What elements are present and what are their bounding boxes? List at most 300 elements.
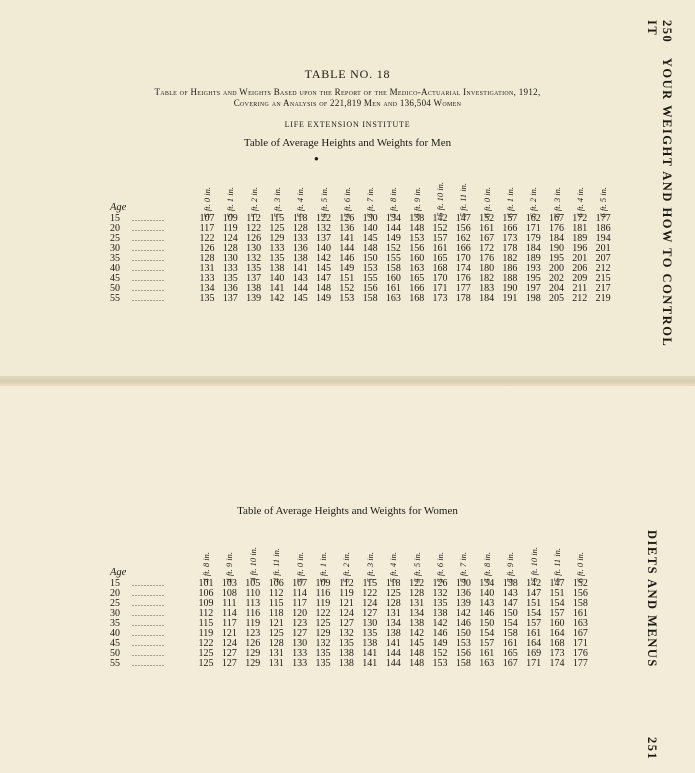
weight-cell: 128	[292, 223, 308, 234]
weight-cell: 128	[199, 253, 215, 264]
weight-cell: 122	[316, 213, 331, 224]
height-header-label: 5 ft. 8 in.	[481, 551, 492, 582]
weight-cell: 128	[409, 588, 425, 599]
weight-cell: 153	[432, 658, 448, 669]
weight-cell: 184	[525, 243, 541, 254]
weight-cell: 150	[502, 608, 518, 619]
weight-cell: 133	[199, 273, 215, 284]
weight-cell: 129	[245, 658, 261, 669]
weight-cell: 133	[222, 263, 238, 274]
weight-cell: 153	[455, 638, 471, 649]
weight-cell: 156	[572, 588, 588, 599]
age-cell: 50	[110, 283, 120, 294]
height-header-label: 5 ft. 3 in.	[364, 551, 375, 582]
height-header	[550, 162, 564, 217]
weight-cell: 149	[339, 263, 355, 274]
weight-cell: 134	[385, 618, 401, 629]
weight-cell: 165	[432, 253, 448, 264]
weight-cell: 146	[479, 608, 495, 619]
leader-dots: ...........	[132, 599, 165, 608]
weight-cell: 155	[385, 253, 401, 264]
height-header-label: 5 ft. 4 in.	[295, 186, 306, 217]
weight-cell: 136	[339, 223, 355, 234]
weight-cell: 129	[315, 628, 331, 639]
weight-cell: 195	[549, 253, 564, 264]
height-header-label: 6 ft. 1 in.	[504, 186, 515, 217]
weight-cell: 157	[549, 608, 565, 619]
age-cell: 25	[110, 233, 120, 244]
weight-cell: 117	[199, 223, 215, 234]
weight-cell: 171	[525, 223, 541, 234]
leader-dots: ...........	[132, 234, 165, 243]
weight-cell: 142	[455, 608, 471, 619]
height-header	[573, 527, 587, 582]
weight-cell: 135	[199, 293, 215, 304]
height-header	[456, 162, 470, 217]
weight-cell: 201	[595, 243, 611, 254]
weight-cell: 138	[338, 648, 354, 659]
weight-cell: 184	[479, 293, 495, 304]
weight-cell: 140	[269, 273, 285, 284]
weight-cell: 168	[549, 638, 565, 649]
height-header-label: 5 ft. 7 in.	[365, 186, 376, 217]
weight-cell: 204	[549, 283, 564, 294]
weight-cell: 124	[362, 598, 378, 609]
weight-cell: 112	[268, 588, 284, 599]
height-header	[199, 527, 213, 582]
weight-cell: 141	[339, 233, 355, 244]
table-caption	[0, 87, 695, 109]
weight-cell: 124	[222, 233, 238, 244]
weight-cell: 164	[526, 638, 542, 649]
weight-cell: 127	[338, 618, 354, 629]
weight-cell: 119	[198, 628, 214, 639]
weight-cell: 138	[292, 253, 308, 264]
weight-cell: 161	[526, 628, 542, 639]
height-header-label: 5 ft. 4 in.	[388, 551, 399, 582]
weight-cell: 169	[526, 648, 542, 659]
weight-cell: 212	[572, 293, 588, 304]
leader-dots: ...........	[132, 264, 165, 273]
weight-cell: 138	[385, 628, 401, 639]
weight-cell: 150	[479, 618, 495, 629]
weight-cell: 115	[198, 618, 214, 629]
weight-cell: 167	[572, 628, 588, 639]
height-header-label: 6 ft. 5 in.	[598, 186, 609, 217]
height-header-label: 5 ft. 8 in.	[388, 186, 399, 217]
weight-cell: 122	[246, 223, 262, 234]
weight-cell: 182	[502, 253, 518, 264]
weight-cell: 145	[409, 638, 425, 649]
height-header	[386, 162, 400, 217]
weight-cell: 112	[339, 578, 354, 589]
height-header-label: 5 ft. 6 in.	[341, 186, 352, 217]
weight-cell: 209	[572, 273, 588, 284]
weight-cell: 148	[409, 223, 425, 234]
weight-cell: 158	[502, 628, 518, 639]
weight-cell: 174	[455, 263, 471, 274]
weight-cell: 108	[221, 588, 237, 599]
weight-cell: 144	[385, 658, 401, 669]
age-column-label: Age	[110, 567, 127, 578]
weight-cell: 161	[479, 648, 495, 659]
weight-cell: 158	[572, 598, 588, 609]
weight-cell: 176	[549, 223, 564, 234]
height-header-label: 6 ft. 4 in.	[574, 186, 585, 217]
weight-cell: 118	[268, 608, 284, 619]
weight-cell: 127	[292, 628, 308, 639]
weight-cell: 157	[479, 638, 495, 649]
weight-cell: 156	[455, 648, 471, 659]
table-row	[110, 294, 640, 304]
weight-cell: 148	[409, 648, 425, 659]
weight-cell: 190	[502, 283, 518, 294]
weight-cell: 154	[479, 628, 495, 639]
weight-cell: 189	[572, 233, 588, 244]
weight-cell: 119	[339, 588, 354, 599]
age-cell: 15	[110, 213, 120, 224]
height-header-label: 5 ft. 7 in.	[458, 551, 469, 582]
height-header-label: 4 ft. 9 in.	[224, 551, 235, 582]
weight-cell: 135	[222, 273, 238, 284]
weight-cell: 117	[292, 598, 307, 609]
weight-cell: 126	[339, 213, 355, 224]
height-header	[480, 527, 494, 582]
weight-cell: 144	[339, 243, 355, 254]
height-header-label: 5 ft. 5 in.	[318, 186, 329, 217]
weight-cell: 188	[502, 273, 518, 284]
weight-cell: 138	[338, 658, 354, 669]
weight-cell: 122	[315, 608, 331, 619]
weight-cell: 178	[455, 293, 471, 304]
height-header	[527, 527, 541, 582]
weight-cell: 143	[292, 273, 308, 284]
weight-cell: 106	[268, 578, 284, 589]
weight-cell: 126	[246, 233, 262, 244]
weight-cell: 174	[549, 658, 565, 669]
weight-cell: 162	[525, 213, 541, 224]
table-number: TABLE NO. 18	[304, 67, 391, 81]
weight-cell: 200	[549, 263, 564, 274]
weight-cell: 140	[479, 588, 495, 599]
weight-cell: 126	[432, 578, 448, 589]
women-table-title: Table of Average Heights and Weights for Women	[237, 505, 458, 517]
leader-dots: ...........	[132, 659, 165, 668]
weight-cell: 132	[315, 638, 331, 649]
weight-cell: 166	[455, 243, 471, 254]
weight-cell: 182	[479, 273, 495, 284]
weight-cell: 161	[385, 283, 401, 294]
weight-cell: 131	[385, 608, 401, 619]
weight-cell: 133	[292, 233, 308, 244]
height-header	[339, 527, 353, 582]
weight-cell: 162	[455, 233, 471, 244]
weight-cell: 166	[502, 223, 518, 234]
age-cell: 30	[110, 243, 120, 254]
weight-cell: 167	[549, 213, 564, 224]
weight-cell: 142	[316, 253, 331, 264]
age-cell: 40	[110, 628, 120, 639]
weight-cell: 131	[199, 263, 215, 274]
weight-cell: 126	[245, 638, 261, 649]
weight-cell: 125	[198, 658, 214, 669]
weight-cell: 205	[549, 293, 564, 304]
age-cell: 50	[110, 648, 120, 659]
weight-cell: 152	[339, 283, 355, 294]
weight-cell: 163	[572, 618, 588, 629]
weight-cell: 170	[455, 253, 471, 264]
weight-cell: 129	[245, 648, 261, 659]
weight-cell: 177	[572, 658, 588, 669]
weight-cell: 145	[292, 293, 308, 304]
weight-cell: 156	[409, 243, 425, 254]
running-head-title-bottom: DIETS AND MENUS	[645, 530, 659, 668]
height-header	[222, 527, 236, 582]
weight-cell: 186	[595, 223, 611, 234]
height-header-label: 4 ft. 10 in.	[247, 547, 258, 582]
weight-cell: 144	[292, 283, 308, 294]
weight-cell: 156	[455, 223, 471, 234]
leader-dots: ...........	[132, 639, 165, 648]
weight-cell: 151	[339, 273, 355, 284]
weight-cell: 135	[315, 648, 331, 659]
height-header-label: 6 ft. 0 in.	[575, 551, 586, 582]
age-cell: 35	[110, 253, 120, 264]
weight-cell: 142	[526, 578, 542, 589]
weight-cell: 149	[432, 638, 448, 649]
height-header	[340, 162, 354, 217]
weight-cell: 125	[198, 648, 214, 659]
weight-cell: 132	[246, 253, 262, 264]
weight-cell: 179	[525, 233, 541, 244]
weight-cell: 202	[549, 273, 564, 284]
leader-dots: ...........	[132, 629, 165, 638]
weight-cell: 109	[198, 598, 214, 609]
age-cell: 45	[110, 638, 120, 649]
height-header-label: 5 ft. 6 in.	[435, 551, 445, 582]
height-header-label: 6 ft. 2 in.	[528, 186, 539, 217]
weight-cell: 135	[338, 638, 354, 649]
weight-cell: 130	[292, 638, 308, 649]
weight-cell: 112	[246, 213, 261, 224]
weight-cell: 171	[572, 638, 588, 649]
weight-cell: 122	[199, 233, 215, 244]
weight-cell: 152	[572, 578, 588, 589]
weight-cell: 115	[268, 598, 284, 609]
weight-cell: 145	[316, 263, 331, 274]
weight-cell: 190	[549, 243, 564, 254]
height-header	[317, 162, 331, 217]
weight-cell: 135	[269, 253, 285, 264]
height-header	[223, 162, 237, 217]
bullet-mark: ●	[314, 154, 319, 163]
weight-cell: 154	[502, 618, 518, 629]
age-cell: 20	[110, 588, 120, 599]
weight-cell: 116	[315, 588, 331, 599]
height-header-label: 5 ft. 3 in.	[271, 186, 282, 217]
age-cell: 45	[110, 273, 120, 284]
leader-dots: ...........	[132, 619, 165, 628]
height-header-label: 5 ft. 0 in.	[202, 186, 212, 217]
weight-cell: 212	[595, 263, 611, 274]
height-header	[433, 162, 447, 217]
age-cell: 55	[110, 293, 120, 304]
weight-cell: 125	[268, 628, 284, 639]
weight-cell: 121	[221, 628, 237, 639]
weight-cell: 138	[409, 213, 425, 224]
weight-cell: 178	[502, 243, 518, 254]
weight-cell: 160	[549, 618, 565, 629]
weight-cell: 211	[572, 283, 588, 294]
leader-dots: ...........	[132, 254, 165, 263]
weight-cell: 138	[269, 263, 285, 274]
men-table-title: Table of Average Heights and Weights for Men	[243, 137, 452, 149]
leader-dots: ...........	[132, 579, 165, 588]
weight-cell: 130	[455, 578, 471, 589]
weight-cell: 173	[502, 233, 518, 244]
weight-cell: 176	[479, 253, 495, 264]
weight-cell: 124	[221, 638, 237, 649]
weight-cell: 131	[409, 598, 425, 609]
weight-cell: 153	[362, 263, 378, 274]
weight-cell: 111	[222, 598, 237, 609]
weight-cell: 142	[409, 628, 425, 639]
weight-cell: 138	[409, 618, 425, 629]
height-header	[503, 162, 517, 217]
weight-cell: 105	[245, 578, 261, 589]
weight-cell: 167	[502, 658, 518, 669]
weight-cell: 149	[316, 293, 331, 304]
weight-cell: 141	[362, 648, 378, 659]
weight-cell: 130	[246, 243, 262, 254]
age-cell: 30	[110, 608, 120, 619]
weight-cell: 119	[245, 618, 261, 629]
weight-cell: 152	[432, 223, 448, 234]
weight-cell: 141	[385, 638, 401, 649]
weight-cell: 146	[455, 618, 471, 629]
leader-dots: ...........	[132, 214, 165, 223]
weight-cell: 140	[362, 223, 378, 234]
weight-cell: 141	[269, 283, 285, 294]
weight-cell: 109	[315, 578, 331, 589]
weight-cell: 125	[269, 223, 285, 234]
weight-cell: 123	[292, 618, 308, 629]
weight-cell: 177	[595, 213, 611, 224]
weight-cell: 135	[246, 263, 262, 274]
weight-cell: 144	[385, 648, 401, 659]
weight-cell: 106	[198, 588, 214, 599]
height-header-label: 5 ft. 1 in.	[225, 186, 236, 217]
weight-cell: 119	[315, 598, 331, 609]
weight-cell: 191	[502, 293, 518, 304]
height-header	[293, 162, 307, 217]
weight-cell: 134	[479, 578, 495, 589]
weight-cell: 163	[479, 658, 495, 669]
height-header-label: 4 ft. 8 in.	[201, 551, 211, 582]
weight-cell: 147	[526, 588, 542, 599]
age-cell: 25	[110, 598, 120, 609]
weight-cell: 110	[245, 588, 261, 599]
weight-cell: 147	[502, 598, 518, 609]
weight-cell: 147	[316, 273, 331, 284]
weight-cell: 133	[292, 648, 308, 659]
leader-dots: ...........	[132, 224, 165, 233]
weight-cell: 168	[409, 293, 425, 304]
men-height-weight-table	[110, 162, 640, 312]
weight-cell: 142	[432, 213, 448, 224]
weight-cell: 161	[432, 243, 448, 254]
height-header	[410, 162, 424, 217]
age-column-label: Age	[110, 202, 127, 213]
weight-cell: 189	[525, 253, 541, 264]
weight-cell: 121	[338, 598, 354, 609]
weight-cell: 127	[221, 648, 237, 659]
height-header	[433, 527, 447, 582]
weight-cell: 168	[432, 263, 448, 274]
weight-cell: 129	[269, 233, 285, 244]
height-header-label: 4 ft. 11 in.	[271, 547, 282, 582]
weight-cell: 183	[479, 283, 495, 294]
weight-cell: 120	[292, 608, 308, 619]
weight-cell: 107	[292, 578, 308, 589]
institute-name: LIFE EXTENSION INSTITUTE	[284, 120, 411, 129]
age-cell: 55	[110, 658, 120, 669]
weight-cell: 117	[222, 618, 237, 629]
weight-cell: 186	[502, 263, 518, 274]
weight-cell: 101	[198, 578, 214, 589]
weight-cell: 158	[455, 658, 471, 669]
weight-cell: 135	[315, 658, 331, 669]
age-cell: 20	[110, 223, 120, 234]
weight-cell: 139	[246, 293, 262, 304]
weight-cell: 207	[595, 253, 611, 264]
height-header-label: 5 ft. 0 in.	[294, 551, 305, 582]
weight-cell: 163	[385, 293, 401, 304]
weight-cell: 122	[362, 588, 378, 599]
weight-cell: 193	[525, 263, 541, 274]
weight-cell: 116	[245, 608, 261, 619]
weight-cell: 138	[362, 638, 378, 649]
weight-cell: 198	[525, 293, 541, 304]
height-header	[550, 527, 564, 582]
weight-cell: 107	[199, 213, 215, 224]
weight-cell: 156	[362, 283, 378, 294]
weight-cell: 109	[222, 213, 238, 224]
height-header	[270, 162, 284, 217]
weight-cell: 138	[432, 608, 448, 619]
height-header-label: 5 ft. 11 in.	[458, 182, 469, 217]
height-header	[363, 527, 377, 582]
weight-cell: 145	[362, 233, 378, 244]
weight-cell: 132	[338, 628, 354, 639]
weight-cell: 140	[316, 243, 331, 254]
weight-cell: 130	[222, 253, 238, 264]
weight-cell: 138	[246, 283, 262, 294]
weight-cell: 161	[502, 638, 518, 649]
weight-cell: 135	[362, 628, 378, 639]
weight-cell: 134	[385, 213, 401, 224]
weight-cell: 161	[572, 608, 588, 619]
height-header	[480, 162, 494, 217]
weight-cell: 115	[362, 578, 378, 589]
height-header-label: 5 ft. 5 in.	[411, 551, 422, 582]
height-header	[386, 527, 400, 582]
weight-cell: 119	[222, 223, 238, 234]
weight-cell: 113	[245, 598, 261, 609]
height-header	[456, 527, 470, 582]
weight-cell: 157	[432, 233, 448, 244]
leader-dots: ...........	[132, 244, 165, 253]
